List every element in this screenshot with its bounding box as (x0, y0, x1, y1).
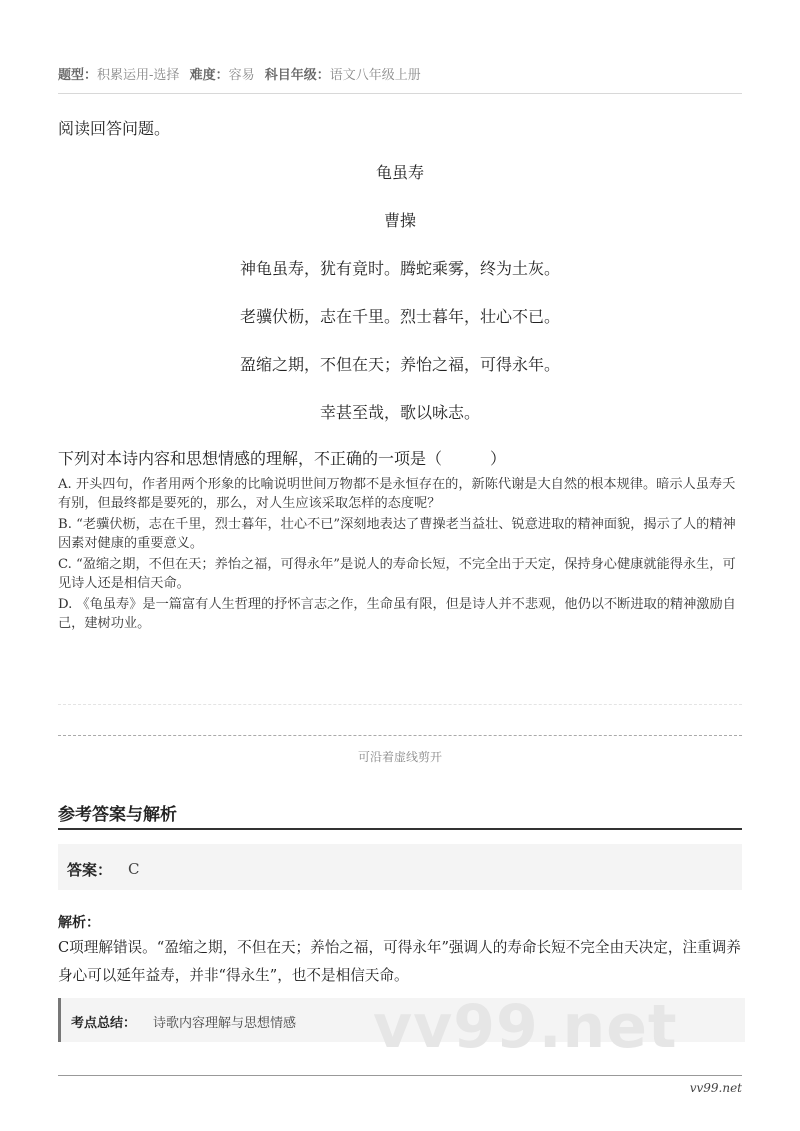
poem-author: 曹操 (383, 211, 416, 230)
poem-line: 神龟虽寿，犹有竟时。腾蛇乘雾，终为土灰。 (239, 259, 560, 278)
answer-label: 答案： (67, 861, 113, 879)
poem-line: 幸甚至哉，歌以咏志。 (319, 403, 480, 422)
difficulty-value: 容易 (228, 68, 255, 83)
subject-label: 科目年级： (264, 68, 330, 83)
difficulty-label: 难度： (189, 68, 229, 83)
summary-label: 考点总结： (71, 1016, 137, 1031)
cut-dashed-line (58, 735, 742, 736)
option-d: D. 《龟虽寿》是一篇富有人生哲理的抒怀言志之作，生命虽有限，但是诗人并不悲观，他仍以不断进取的精神激励自己，建树功业。 (58, 597, 736, 631)
poem-title: 龟虽寿 (375, 163, 424, 182)
analysis-text: C项理解错误。“盈缩之期，不但在天；养怡之福，可得永年”强调人的寿命长短不完全由天决定，注重调养身心可以延年益寿，并非“得永生”，也不是相信天命。 (58, 939, 741, 984)
answer-value: C (128, 860, 140, 878)
option-c: C. “盈缩之期，不但在天；养怡之福，可得永年”是说人的寿命长短，不完全出于天定，保持身心健康就能得永生，可见诗人还是相信天命。 (58, 557, 736, 591)
summary-value: 诗歌内容理解与思想情感 (153, 1016, 297, 1031)
footer-site: vv99.net (689, 1081, 742, 1095)
analysis-label: 解析： (58, 915, 100, 931)
answer-box (58, 844, 742, 890)
subject-value: 语文八年级上册 (329, 68, 421, 83)
poem-line: 老骥伏枥，志在千里。烈士暮年，壮心不已。 (239, 307, 560, 326)
type-value: 积累运用-选择 (97, 68, 180, 83)
section-divider (58, 828, 742, 830)
faint-dashed-line (58, 704, 742, 705)
meta-divider (58, 93, 742, 94)
summary-box (58, 992, 745, 1062)
watermark: vv99.net (373, 992, 678, 1062)
question-stem: 下列对本诗内容和思想情感的理解，不正确的一项是（ ） (58, 449, 507, 468)
footer-divider (58, 1075, 742, 1076)
poem-line: 盈缩之期，不但在天；养怡之福，可得永年。 (239, 355, 560, 374)
type-label: 题型： (58, 68, 98, 83)
option-a: A. 开头四句，作者用两个形象的比喻说明世间万物都不是永恒存在的，新陈代谢是大自然的根本规律。暗示人虽寿夭有别，但最终都是要死的，那么，对人生应该采取怎样的态度呢？ (58, 477, 736, 511)
instruction-text: 阅读回答问题。 (58, 119, 171, 138)
answer-section-title: 参考答案与解析 (58, 805, 177, 825)
option-list (58, 475, 742, 635)
question-meta (58, 64, 427, 83)
option-b: B. “老骥伏枥，志在千里，烈士暮年，壮心不已”深刻地表达了曹操老当益壮、锐意进取的精神面貌，揭示了人的精神因素对健康的重要意义。 (58, 517, 736, 551)
cut-note: 可沿着虚线剪开 (357, 750, 442, 764)
